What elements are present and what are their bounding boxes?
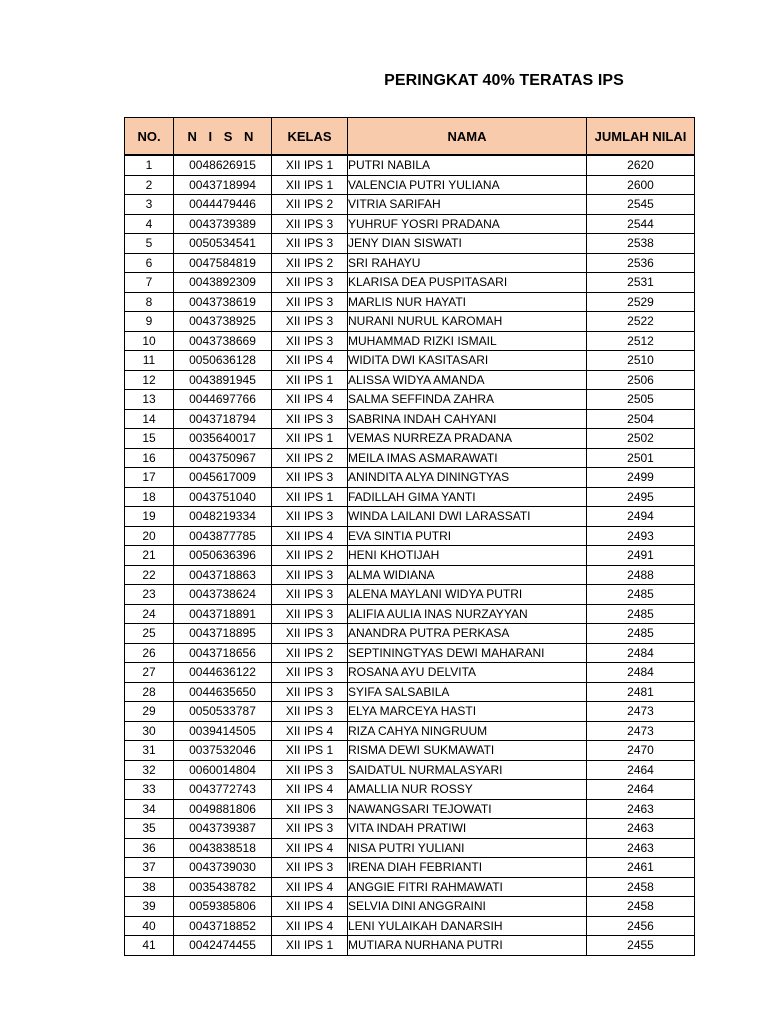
cell-jumlah-nilai: 2484 bbox=[587, 663, 695, 683]
cell-jumlah-nilai: 2484 bbox=[587, 643, 695, 663]
cell-nisn: 0048626915 bbox=[174, 155, 272, 175]
cell-nisn: 0043877785 bbox=[174, 526, 272, 546]
cell-kelas: XII IPS 3 bbox=[272, 331, 348, 351]
cell-nama: ALENA MAYLANI WIDYA PUTRI bbox=[348, 585, 587, 605]
cell-jumlah-nilai: 2536 bbox=[587, 253, 695, 273]
table-row bbox=[125, 370, 695, 390]
cell-jumlah-nilai: 2464 bbox=[587, 760, 695, 780]
cell-jumlah-nilai: 2499 bbox=[587, 468, 695, 488]
cell-nama: ANINDITA ALYA DININGTYAS bbox=[348, 468, 587, 488]
cell-jumlah-nilai: 2512 bbox=[587, 331, 695, 351]
cell-nisn: 0043718863 bbox=[174, 565, 272, 585]
cell-nama: SELVIA DINI ANGGRAINI bbox=[348, 897, 587, 917]
cell-nama: MEILA IMAS ASMARAWATI bbox=[348, 448, 587, 468]
cell-kelas: XII IPS 3 bbox=[272, 507, 348, 527]
cell-no: 7 bbox=[125, 273, 174, 293]
cell-no: 31 bbox=[125, 741, 174, 761]
cell-nisn: 0043739389 bbox=[174, 214, 272, 234]
cell-jumlah-nilai: 2485 bbox=[587, 604, 695, 624]
table-row bbox=[125, 663, 695, 683]
cell-nama: FADILLAH GIMA YANTI bbox=[348, 487, 587, 507]
cell-no: 17 bbox=[125, 468, 174, 488]
table-row bbox=[125, 253, 695, 273]
table-row bbox=[125, 897, 695, 917]
cell-nisn: 0043750967 bbox=[174, 448, 272, 468]
cell-jumlah-nilai: 2501 bbox=[587, 448, 695, 468]
cell-kelas: XII IPS 3 bbox=[272, 312, 348, 332]
cell-jumlah-nilai: 2491 bbox=[587, 546, 695, 566]
cell-nisn: 0047584819 bbox=[174, 253, 272, 273]
cell-kelas: XII IPS 3 bbox=[272, 663, 348, 683]
header-no: NO. bbox=[125, 118, 174, 156]
cell-kelas: XII IPS 1 bbox=[272, 155, 348, 175]
cell-jumlah-nilai: 2545 bbox=[587, 195, 695, 215]
cell-kelas: XII IPS 3 bbox=[272, 682, 348, 702]
cell-nisn: 0043838518 bbox=[174, 838, 272, 858]
cell-jumlah-nilai: 2485 bbox=[587, 585, 695, 605]
cell-nama: MUTIARA NURHANA PUTRI bbox=[348, 936, 587, 956]
cell-nisn: 0043718656 bbox=[174, 643, 272, 663]
cell-kelas: XII IPS 3 bbox=[272, 799, 348, 819]
cell-nama: SYIFA SALSABILA bbox=[348, 682, 587, 702]
table-row bbox=[125, 351, 695, 371]
cell-no: 5 bbox=[125, 234, 174, 254]
cell-jumlah-nilai: 2538 bbox=[587, 234, 695, 254]
cell-jumlah-nilai: 2488 bbox=[587, 565, 695, 585]
table-row bbox=[125, 331, 695, 351]
cell-kelas: XII IPS 4 bbox=[272, 351, 348, 371]
cell-nisn: 0045617009 bbox=[174, 468, 272, 488]
table-row bbox=[125, 624, 695, 644]
cell-no: 22 bbox=[125, 565, 174, 585]
cell-nama: SEPTININGTYAS DEWI MAHARANI bbox=[348, 643, 587, 663]
table-row bbox=[125, 507, 695, 527]
cell-kelas: XII IPS 3 bbox=[272, 760, 348, 780]
cell-no: 39 bbox=[125, 897, 174, 917]
cell-nisn: 0050533787 bbox=[174, 702, 272, 722]
cell-jumlah-nilai: 2531 bbox=[587, 273, 695, 293]
cell-nama: ALMA WIDIANA bbox=[348, 565, 587, 585]
cell-nisn: 0043738624 bbox=[174, 585, 272, 605]
cell-jumlah-nilai: 2510 bbox=[587, 351, 695, 371]
cell-kelas: XII IPS 2 bbox=[272, 448, 348, 468]
cell-nama: RISMA DEWI SUKMAWATI bbox=[348, 741, 587, 761]
cell-jumlah-nilai: 2463 bbox=[587, 799, 695, 819]
cell-kelas: XII IPS 1 bbox=[272, 175, 348, 195]
table-row bbox=[125, 448, 695, 468]
cell-kelas: XII IPS 3 bbox=[272, 292, 348, 312]
cell-no: 35 bbox=[125, 819, 174, 839]
table-row bbox=[125, 760, 695, 780]
cell-kelas: XII IPS 3 bbox=[272, 858, 348, 878]
cell-no: 20 bbox=[125, 526, 174, 546]
cell-kelas: XII IPS 1 bbox=[272, 741, 348, 761]
cell-kelas: XII IPS 2 bbox=[272, 546, 348, 566]
cell-nama: MARLIS NUR HAYATI bbox=[348, 292, 587, 312]
cell-nisn: 0043738619 bbox=[174, 292, 272, 312]
cell-nisn: 0049881806 bbox=[174, 799, 272, 819]
table-row bbox=[125, 721, 695, 741]
cell-nama: RIZA CAHYA NINGRUUM bbox=[348, 721, 587, 741]
cell-jumlah-nilai: 2463 bbox=[587, 819, 695, 839]
cell-kelas: XII IPS 4 bbox=[272, 526, 348, 546]
cell-nisn: 0060014804 bbox=[174, 760, 272, 780]
cell-jumlah-nilai: 2485 bbox=[587, 624, 695, 644]
cell-no: 2 bbox=[125, 175, 174, 195]
cell-nama: NAWANGSARI TEJOWATI bbox=[348, 799, 587, 819]
cell-no: 15 bbox=[125, 429, 174, 449]
cell-nama: VEMAS NURREZA PRADANA bbox=[348, 429, 587, 449]
cell-nama: NISA PUTRI YULIANI bbox=[348, 838, 587, 858]
cell-nama: WIDITA DWI KASITASARI bbox=[348, 351, 587, 371]
cell-jumlah-nilai: 2506 bbox=[587, 370, 695, 390]
cell-nama: ALIFIA AULIA INAS NURZAYYAN bbox=[348, 604, 587, 624]
cell-nisn: 0044479446 bbox=[174, 195, 272, 215]
table-row bbox=[125, 195, 695, 215]
table-row bbox=[125, 565, 695, 585]
table-row bbox=[125, 682, 695, 702]
cell-jumlah-nilai: 2473 bbox=[587, 721, 695, 741]
cell-no: 32 bbox=[125, 760, 174, 780]
cell-no: 13 bbox=[125, 390, 174, 410]
table-row bbox=[125, 799, 695, 819]
cell-jumlah-nilai: 2458 bbox=[587, 897, 695, 917]
cell-jumlah-nilai: 2494 bbox=[587, 507, 695, 527]
table-row bbox=[125, 643, 695, 663]
cell-nisn: 0044697766 bbox=[174, 390, 272, 410]
table-row bbox=[125, 214, 695, 234]
cell-nisn: 0044636122 bbox=[174, 663, 272, 683]
cell-nisn: 0043772743 bbox=[174, 780, 272, 800]
table-row bbox=[125, 526, 695, 546]
header-row bbox=[125, 118, 695, 156]
table-row bbox=[125, 702, 695, 722]
table-row bbox=[125, 585, 695, 605]
cell-kelas: XII IPS 3 bbox=[272, 604, 348, 624]
cell-kelas: XII IPS 3 bbox=[272, 468, 348, 488]
cell-nama: EVA SINTIA PUTRI bbox=[348, 526, 587, 546]
cell-nisn: 0043738925 bbox=[174, 312, 272, 332]
cell-nisn: 0042474455 bbox=[174, 936, 272, 956]
table-row bbox=[125, 604, 695, 624]
table-row bbox=[125, 936, 695, 956]
cell-no: 25 bbox=[125, 624, 174, 644]
cell-jumlah-nilai: 2522 bbox=[587, 312, 695, 332]
cell-no: 41 bbox=[125, 936, 174, 956]
cell-nama: MUHAMMAD RIZKI ISMAIL bbox=[348, 331, 587, 351]
cell-no: 36 bbox=[125, 838, 174, 858]
cell-nama: SABRINA INDAH CAHYANI bbox=[348, 409, 587, 429]
cell-nisn: 0043718895 bbox=[174, 624, 272, 644]
ranking-table bbox=[124, 117, 695, 956]
cell-nama: KLARISA DEA PUSPITASARI bbox=[348, 273, 587, 293]
cell-nisn: 0043739387 bbox=[174, 819, 272, 839]
cell-kelas: XII IPS 3 bbox=[272, 214, 348, 234]
cell-nisn: 0043751040 bbox=[174, 487, 272, 507]
cell-nama: VITA INDAH PRATIWI bbox=[348, 819, 587, 839]
cell-no: 12 bbox=[125, 370, 174, 390]
cell-nama: SALMA SEFFINDA ZAHRA bbox=[348, 390, 587, 410]
table-row bbox=[125, 487, 695, 507]
table-row bbox=[125, 273, 695, 293]
cell-jumlah-nilai: 2502 bbox=[587, 429, 695, 449]
cell-no: 23 bbox=[125, 585, 174, 605]
cell-nama: VITRIA SARIFAH bbox=[348, 195, 587, 215]
table-row bbox=[125, 838, 695, 858]
cell-no: 10 bbox=[125, 331, 174, 351]
cell-nama: NURANI NURUL KAROMAH bbox=[348, 312, 587, 332]
cell-kelas: XII IPS 1 bbox=[272, 487, 348, 507]
cell-no: 24 bbox=[125, 604, 174, 624]
cell-no: 28 bbox=[125, 682, 174, 702]
cell-nama: PUTRI NABILA bbox=[348, 155, 587, 175]
cell-jumlah-nilai: 2600 bbox=[587, 175, 695, 195]
cell-jumlah-nilai: 2455 bbox=[587, 936, 695, 956]
cell-no: 26 bbox=[125, 643, 174, 663]
cell-nama: ROSANA AYU DELVITA bbox=[348, 663, 587, 683]
cell-no: 16 bbox=[125, 448, 174, 468]
cell-nisn: 0037532046 bbox=[174, 741, 272, 761]
table-row bbox=[125, 390, 695, 410]
table-header bbox=[125, 118, 695, 156]
table-row bbox=[125, 858, 695, 878]
table-row bbox=[125, 780, 695, 800]
cell-no: 1 bbox=[125, 155, 174, 175]
cell-kelas: XII IPS 2 bbox=[272, 643, 348, 663]
cell-jumlah-nilai: 2456 bbox=[587, 916, 695, 936]
cell-nama: JENY DIAN SISWATI bbox=[348, 234, 587, 254]
cell-jumlah-nilai: 2481 bbox=[587, 682, 695, 702]
table-row bbox=[125, 429, 695, 449]
cell-jumlah-nilai: 2458 bbox=[587, 877, 695, 897]
table-body bbox=[125, 155, 695, 955]
cell-kelas: XII IPS 3 bbox=[272, 234, 348, 254]
cell-kelas: XII IPS 1 bbox=[272, 370, 348, 390]
cell-kelas: XII IPS 1 bbox=[272, 936, 348, 956]
cell-jumlah-nilai: 2463 bbox=[587, 838, 695, 858]
cell-nisn: 0043891945 bbox=[174, 370, 272, 390]
cell-no: 19 bbox=[125, 507, 174, 527]
cell-nama: IRENA DIAH FEBRIANTI bbox=[348, 858, 587, 878]
cell-kelas: XII IPS 2 bbox=[272, 195, 348, 215]
cell-no: 18 bbox=[125, 487, 174, 507]
cell-jumlah-nilai: 2495 bbox=[587, 487, 695, 507]
cell-kelas: XII IPS 3 bbox=[272, 565, 348, 585]
cell-nama: SAIDATUL NURMALASYARI bbox=[348, 760, 587, 780]
cell-kelas: XII IPS 3 bbox=[272, 585, 348, 605]
cell-no: 6 bbox=[125, 253, 174, 273]
cell-jumlah-nilai: 2505 bbox=[587, 390, 695, 410]
cell-jumlah-nilai: 2461 bbox=[587, 858, 695, 878]
table-row bbox=[125, 877, 695, 897]
header-nama: NAMA bbox=[348, 118, 587, 156]
table-row bbox=[125, 916, 695, 936]
cell-jumlah-nilai: 2493 bbox=[587, 526, 695, 546]
cell-no: 8 bbox=[125, 292, 174, 312]
cell-no: 29 bbox=[125, 702, 174, 722]
cell-kelas: XII IPS 4 bbox=[272, 780, 348, 800]
cell-kelas: XII IPS 4 bbox=[272, 721, 348, 741]
cell-kelas: XII IPS 4 bbox=[272, 877, 348, 897]
cell-kelas: XII IPS 3 bbox=[272, 702, 348, 722]
cell-nama: ELYA MARCEYA HASTI bbox=[348, 702, 587, 722]
table-row bbox=[125, 155, 695, 175]
cell-jumlah-nilai: 2529 bbox=[587, 292, 695, 312]
cell-kelas: XII IPS 4 bbox=[272, 916, 348, 936]
cell-nisn: 0043718994 bbox=[174, 175, 272, 195]
cell-nama: VALENCIA PUTRI YULIANA bbox=[348, 175, 587, 195]
cell-no: 14 bbox=[125, 409, 174, 429]
cell-jumlah-nilai: 2473 bbox=[587, 702, 695, 722]
cell-nisn: 0044635650 bbox=[174, 682, 272, 702]
cell-nisn: 0050636128 bbox=[174, 351, 272, 371]
cell-kelas: XII IPS 4 bbox=[272, 390, 348, 410]
cell-kelas: XII IPS 2 bbox=[272, 253, 348, 273]
cell-nisn: 0043739030 bbox=[174, 858, 272, 878]
table-row bbox=[125, 312, 695, 332]
cell-nama: LENI YULAIKAH DANARSIH bbox=[348, 916, 587, 936]
header-jumlah-nilai: JUMLAH NILAI bbox=[587, 118, 695, 156]
cell-kelas: XII IPS 1 bbox=[272, 429, 348, 449]
cell-nisn: 0048219334 bbox=[174, 507, 272, 527]
cell-no: 40 bbox=[125, 916, 174, 936]
cell-nama: WINDA LAILANI DWI LARASSATI bbox=[348, 507, 587, 527]
cell-nisn: 0039414505 bbox=[174, 721, 272, 741]
cell-nisn: 0050636396 bbox=[174, 546, 272, 566]
table-row bbox=[125, 546, 695, 566]
cell-jumlah-nilai: 2620 bbox=[587, 155, 695, 175]
cell-nama: ANANDRA PUTRA PERKASA bbox=[348, 624, 587, 644]
cell-no: 34 bbox=[125, 799, 174, 819]
cell-jumlah-nilai: 2470 bbox=[587, 741, 695, 761]
cell-nama: ALISSA WIDYA AMANDA bbox=[348, 370, 587, 390]
cell-no: 3 bbox=[125, 195, 174, 215]
cell-nisn: 0043718852 bbox=[174, 916, 272, 936]
cell-kelas: XII IPS 3 bbox=[272, 273, 348, 293]
cell-nama: YUHRUF YOSRI PRADANA bbox=[348, 214, 587, 234]
cell-kelas: XII IPS 3 bbox=[272, 819, 348, 839]
cell-nama: AMALLIA NUR ROSSY bbox=[348, 780, 587, 800]
cell-no: 4 bbox=[125, 214, 174, 234]
cell-jumlah-nilai: 2464 bbox=[587, 780, 695, 800]
cell-nama: SRI RAHAYU bbox=[348, 253, 587, 273]
cell-no: 38 bbox=[125, 877, 174, 897]
cell-nisn: 0043718891 bbox=[174, 604, 272, 624]
table-row bbox=[125, 234, 695, 254]
cell-kelas: XII IPS 3 bbox=[272, 624, 348, 644]
table-row bbox=[125, 468, 695, 488]
table-row bbox=[125, 819, 695, 839]
cell-jumlah-nilai: 2544 bbox=[587, 214, 695, 234]
table-row bbox=[125, 292, 695, 312]
cell-nisn: 0043892309 bbox=[174, 273, 272, 293]
cell-no: 27 bbox=[125, 663, 174, 683]
cell-no: 11 bbox=[125, 351, 174, 371]
cell-kelas: XII IPS 4 bbox=[272, 897, 348, 917]
cell-no: 9 bbox=[125, 312, 174, 332]
cell-kelas: XII IPS 3 bbox=[272, 409, 348, 429]
cell-kelas: XII IPS 4 bbox=[272, 838, 348, 858]
cell-no: 30 bbox=[125, 721, 174, 741]
cell-jumlah-nilai: 2504 bbox=[587, 409, 695, 429]
cell-nisn: 0059385806 bbox=[174, 897, 272, 917]
cell-no: 37 bbox=[125, 858, 174, 878]
cell-nisn: 0043738669 bbox=[174, 331, 272, 351]
cell-nama: ANGGIE FITRI RAHMAWATI bbox=[348, 877, 587, 897]
table-row bbox=[125, 741, 695, 761]
table-row bbox=[125, 175, 695, 195]
page-title: PERINGKAT 40% TERATAS IPS bbox=[384, 72, 624, 89]
cell-nisn: 0035640017 bbox=[174, 429, 272, 449]
header-nisn: N I S N bbox=[174, 118, 272, 156]
cell-no: 33 bbox=[125, 780, 174, 800]
cell-nisn: 0050534541 bbox=[174, 234, 272, 254]
cell-nisn: 0043718794 bbox=[174, 409, 272, 429]
header-kelas: KELAS bbox=[272, 118, 348, 156]
cell-no: 21 bbox=[125, 546, 174, 566]
table-row bbox=[125, 409, 695, 429]
cell-nama: HENI KHOTIJAH bbox=[348, 546, 587, 566]
cell-nisn: 0035438782 bbox=[174, 877, 272, 897]
